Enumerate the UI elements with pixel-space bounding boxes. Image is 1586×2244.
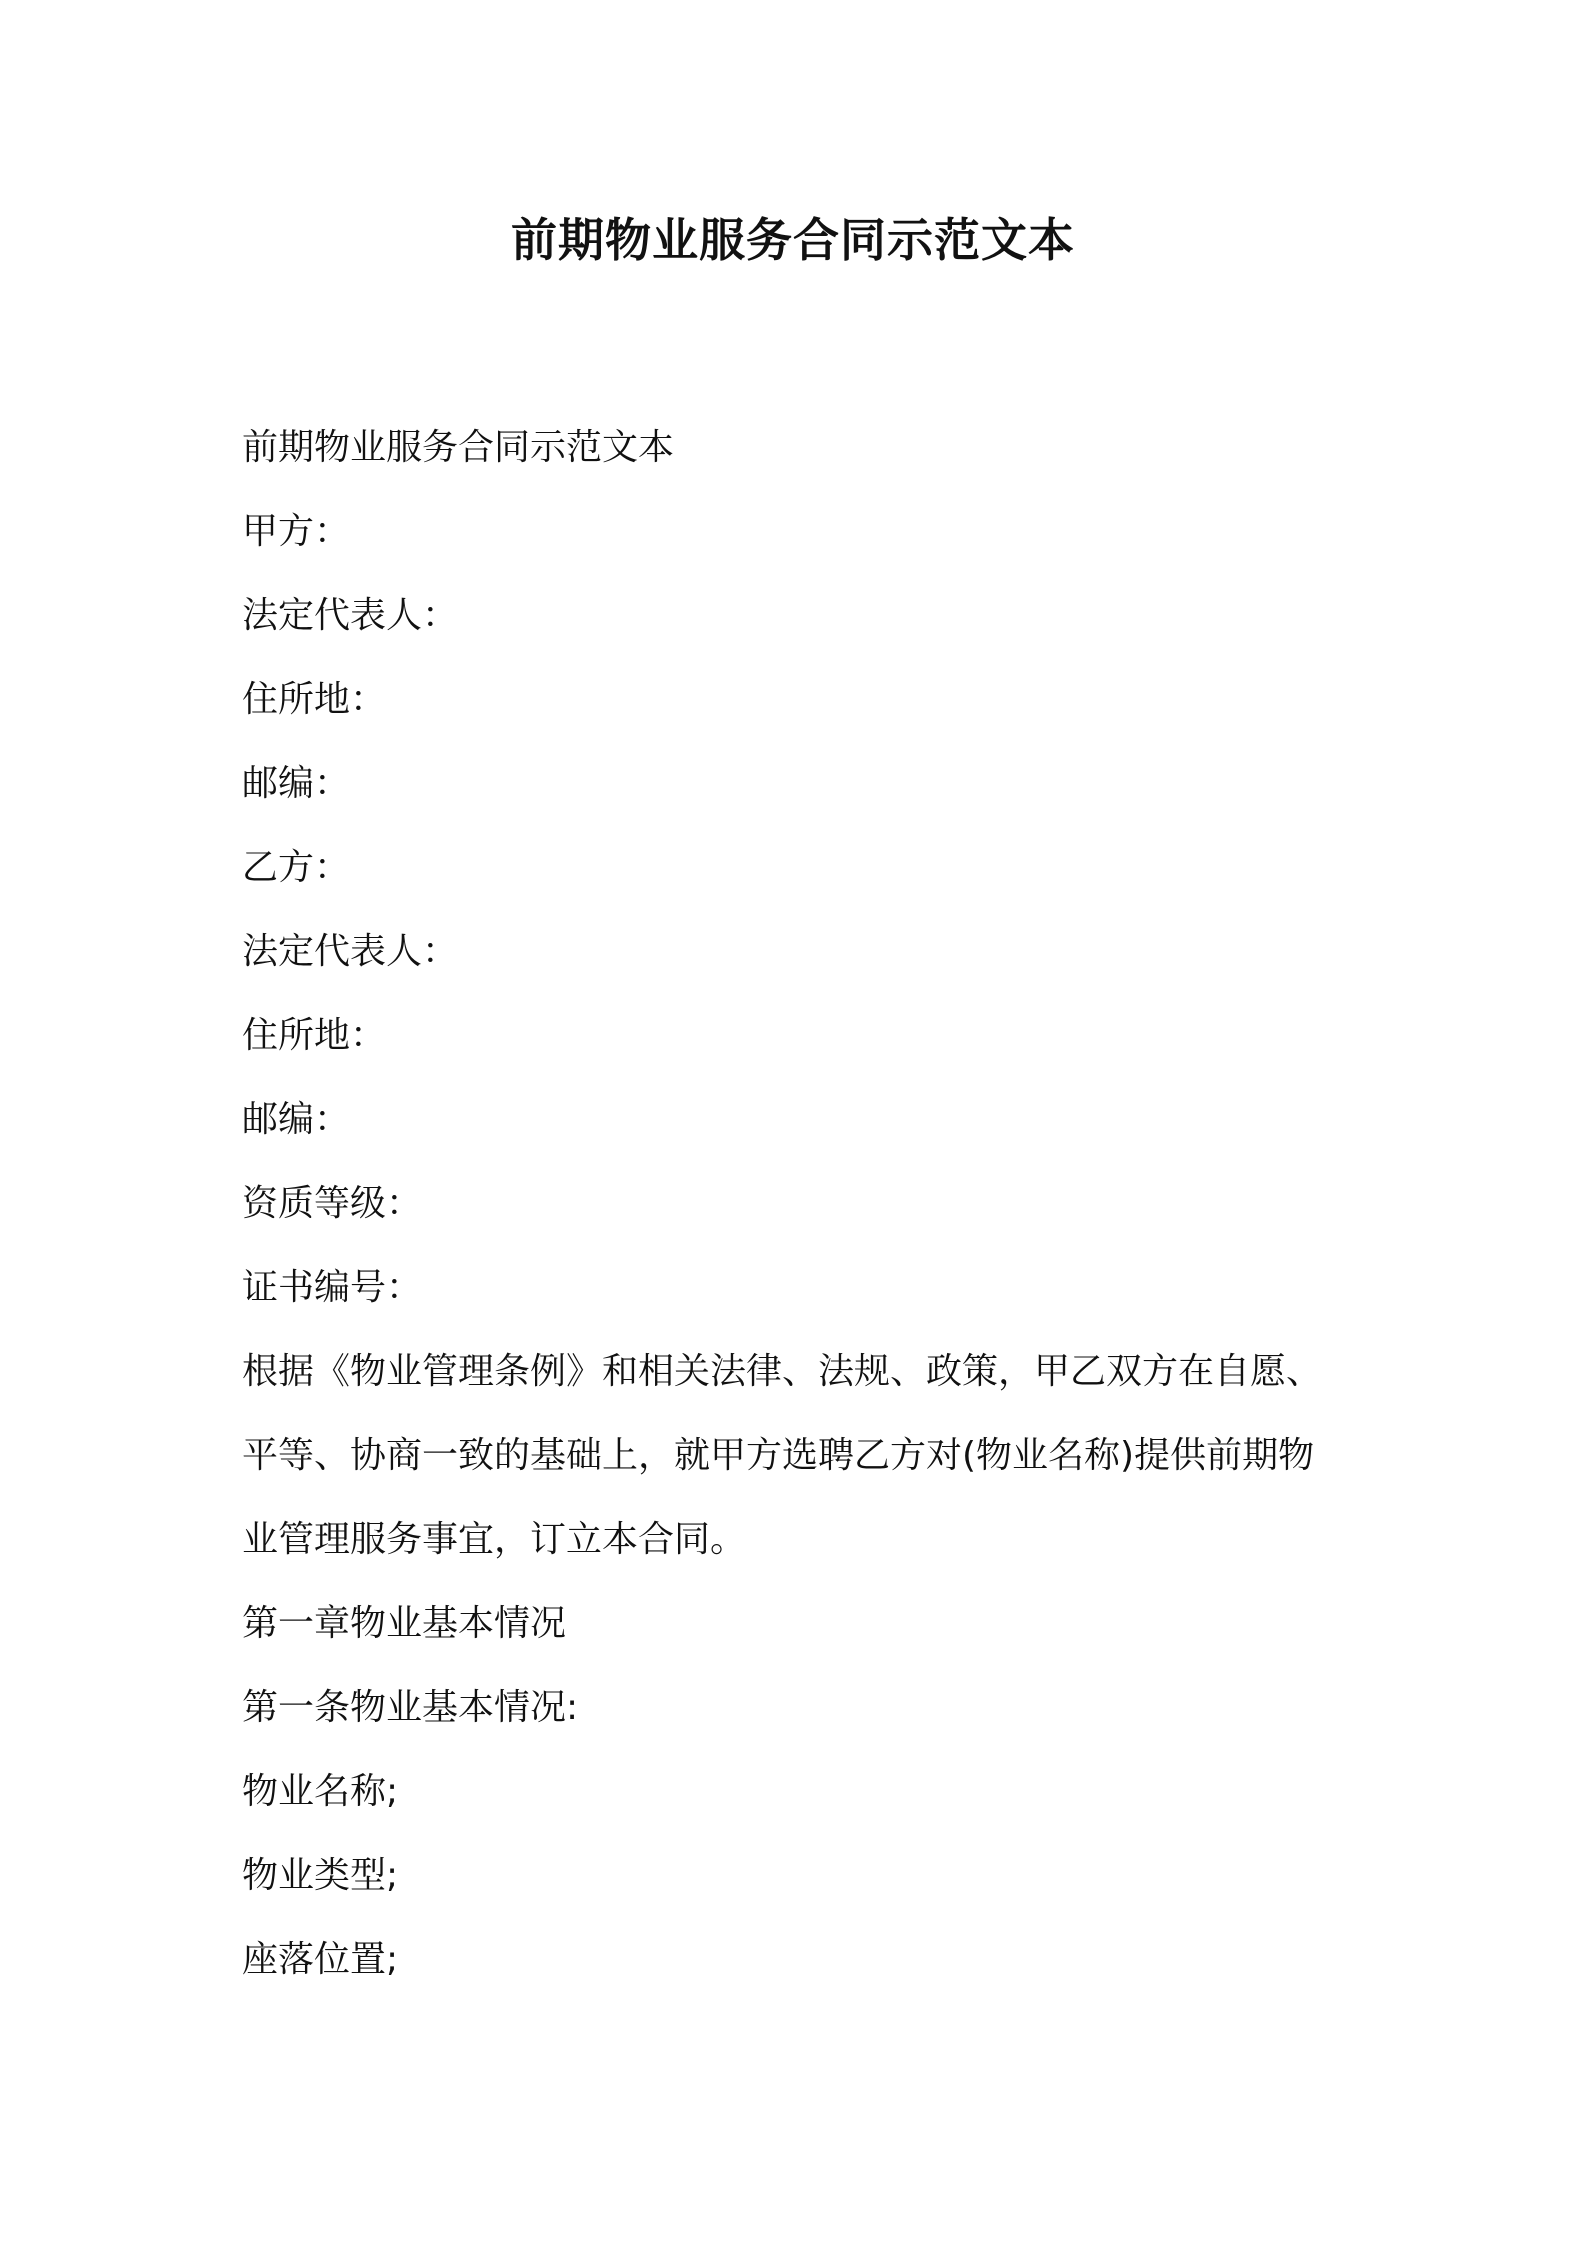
text-line-party-a-address: 住所地： xyxy=(242,679,387,720)
text-line-certificate-number: 证书编号： xyxy=(242,1267,423,1308)
text-line-party-b: 乙方： xyxy=(242,847,351,888)
preamble-line-2: 平等、协商一致的基础上，就甲方选聘乙方对(物业名称)提供前期物 xyxy=(242,1435,1315,1476)
text-line-party-b-representative: 法定代表人： xyxy=(242,931,459,972)
text-line-property-type: 物业类型; xyxy=(242,1855,399,1896)
text-line-party-a-representative: 法定代表人： xyxy=(242,595,459,636)
article-heading: 第一条物业基本情况: xyxy=(242,1687,579,1728)
text-line-property-location: 座落位置; xyxy=(242,1939,399,1980)
text-line-party-a: 甲方： xyxy=(242,511,351,552)
text-line-party-b-address: 住所地： xyxy=(242,1015,387,1056)
preamble-line-1: 根据《物业管理条例》和相关法律、法规、政策，甲乙双方在自愿、 xyxy=(242,1351,1323,1392)
chapter-heading: 第一章物业基本情况 xyxy=(242,1603,567,1644)
document-title: 前期物业服务合同示范文本 xyxy=(511,213,1075,267)
text-line-party-a-postcode: 邮编： xyxy=(242,763,351,804)
text-line-property-name: 物业名称; xyxy=(242,1771,399,1812)
document-body xyxy=(242,406,1372,2002)
preamble-line-3: 业管理服务事宜，订立本合同。 xyxy=(242,1519,747,1560)
text-line-subtitle: 前期物业服务合同示范文本 xyxy=(242,427,675,468)
text-line-party-b-postcode: 邮编： xyxy=(242,1099,351,1140)
text-line-qualification-level: 资质等级： xyxy=(242,1183,423,1224)
